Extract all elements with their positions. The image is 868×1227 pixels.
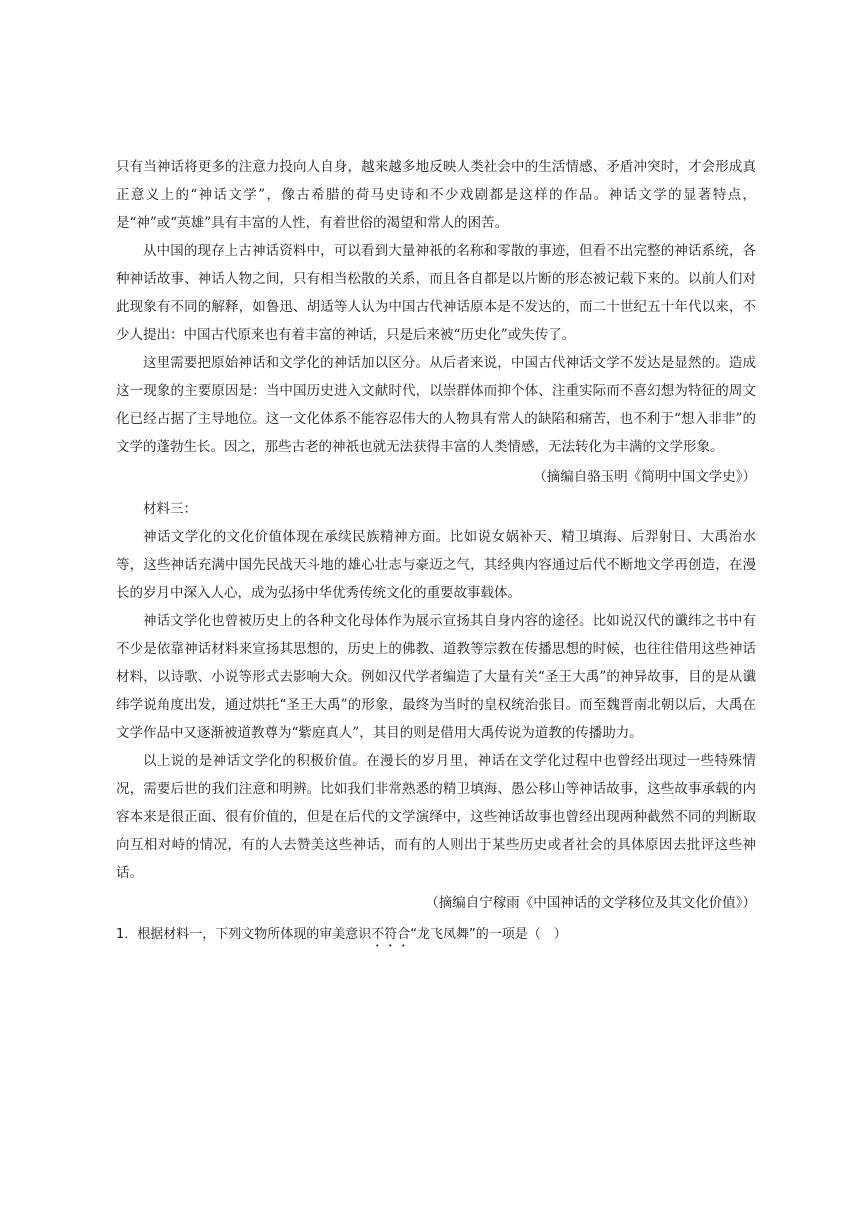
question-emphasis: 不符合 [371,927,411,942]
paragraph: 从中国的现存上古神话资料中，可以看到大量神祇的名称和零散的事迹，但看不出完整的神话系统，各种神话故事、神话人物之间，只有相当松散的关系，而且各自都是以片断的形态被记载下来的。以前人们对此现象有不同的解释，如鲁迅、胡适等人认为中国古代神话原本是不发达的，而二十世纪五十年代以来，不少人提出：中国古代原来也有着丰富的神话，只是后来被“历史化”或失传了。 [116,243,756,343]
article-body [116,153,756,950]
question-prefix: 1．根据材料一，下列文物所体现的审美意识 [116,927,372,942]
source-citation: （摘编自骆玉明《简明中国文学史》） [533,469,756,485]
paragraph: 神话文学化也曾被历史上的各种文化母体作为展示宣扬其自身内容的途径。比如说汉代的谶纬之书中有不少是依靠神话材料来宣扬其思想的，历史上的佛教、道教等宗教在传播思想的时候，也往往借用这些神话材料，以诗歌、小说等形式去影响大众。例如汉代学者编造了大量有关“圣王大禹”的神异故事，目的是从谶纬学说角度出发，通过烘托“圣王大禹”的形象，最终为当时的皇权统治张目。而至魏晋南北朝以后，大禹在文学作品中又逐渐被道教尊为“紫庭真人”，其目的则是借用大禹传说为道教的传播助力。 [116,613,756,741]
paragraph: 这里需要把原始神话和文学化的神话加以区分。从后者来说，中国古代神话文学不发达是显然的。造成这一现象的主要原因是：当中国历史进入文献时代，以崇群体而抑个体、注重实际而不喜幻想为特征的周文化已经占据了主导地位。这一文化体系不能容忍伟大的人物具有常人的缺陷和痛苦，也不利于“想入非非”的文学的蓬勃生长。因之，那些古老的神祇也就无法获得丰富的人类情感，无法转化为丰满的文学形象。 [116,355,756,455]
paragraph: 以上说的是神话文学化的积极价值。在漫长的岁月里，神话在文学化过程中也曾经出现过一些特殊情况，需要后世的我们注意和明辨。比如我们非常熟悉的精卫填海、愚公移山等神话故事，这些故事承载的内容本来是很正面、很有价值的，但是在后代的文学演绎中，这些神话故事也曾经出现两种截然不同的判断取向互相对峙的情况，有的人去赞美这些神话，而有的人则出于某些历史或者社会的具体原因去批评这些神话。 [116,753,756,881]
paragraph-continuation: 只有当神话将更多的注意力投向人自身，越来越多地反映人类社会中的生活情感、矛盾冲突时，才会形成真正意义上的“神话文学”，像古希腊的荷马史诗和不少戏剧都是这样的作品。神话文学的显著特点，是“神”或“英雄”具有丰富的人性，有着世俗的渴望和常人的困苦。 [116,159,756,231]
source-citation: （摘编自宁稼雨《中国神话的文学移位及其文化价值》） [425,895,756,911]
paragraph: 神话文学化的文化价值体现在承续民族精神方面。比如说女娲补天、精卫填海、后羿射日、大禹治水等，这些神话充满中国先民战天斗地的雄心壮志与豪迈之气，其经典内容通过后代不断地文学再创造，在漫长的岁月中深入人心，成为弘扬中华优秀传统文化的重要故事载体。 [116,529,756,601]
question-suffix: “龙飞凤舞”的一项是（ ） [410,927,567,942]
material-label: 材料三： [143,501,197,517]
question-1 [116,921,756,950]
